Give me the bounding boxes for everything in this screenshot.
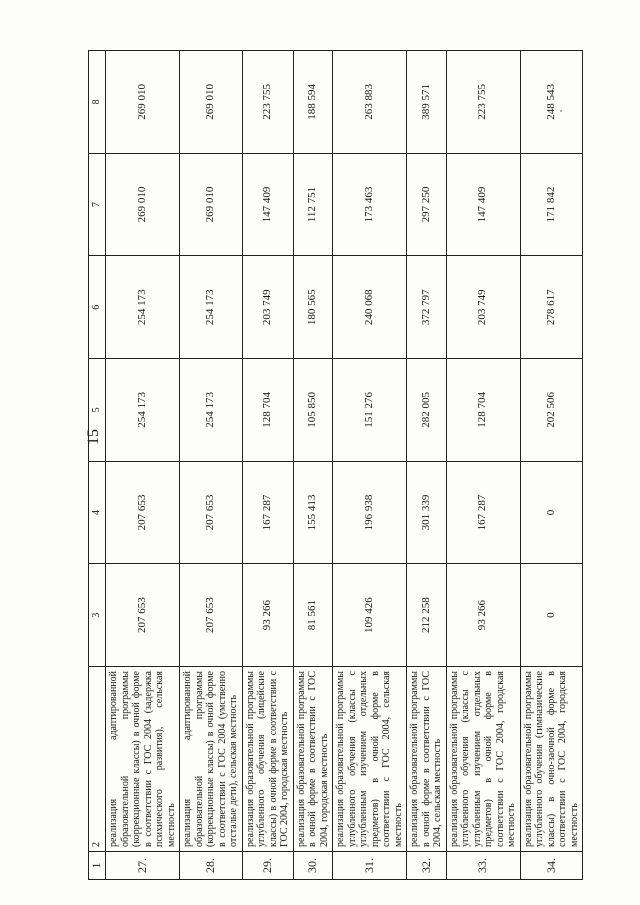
table-row — [333, 51, 407, 880]
value-col-4: 167 287 — [446, 461, 520, 564]
value-col-7: 171 842 — [520, 153, 583, 256]
tariff-table — [88, 50, 583, 880]
row-description: реализация адаптированной образовательной программы (коррекционные классы) в очной форме в соответствии с ГОС 2004 (задержка психического развития), сельская местность — [106, 667, 180, 852]
value-col-5: 254 173 — [106, 359, 180, 462]
table-row — [520, 51, 583, 880]
row-description: реализация образовательной программы в очной форме в соответствии с ГОС 2004, сельская местность — [407, 667, 447, 852]
row-description: реализация образовательной программы углубленного обучения (гимназические классы) в очно-заочной форме в соответствии с ГОС 2004, городская местность — [520, 667, 583, 852]
page-number: 15 — [85, 429, 102, 445]
row-description: реализация образовательной программы углубленного обучения (классы с углубленным изучением отдельных предметов) в очной форме в соответствии с ГОС 2004, городская местность — [446, 667, 520, 852]
value-col-5: 151 276 — [333, 359, 407, 462]
column-header-1: 1 — [89, 852, 106, 880]
value-col-4: 196 938 — [333, 461, 407, 564]
value-col-5: 128 704 — [446, 359, 520, 462]
row-description: реализация образовательной программы в очной форме в соответствии с ГОС 2004, городская местность — [293, 667, 333, 852]
column-header-7: 7 — [89, 153, 106, 256]
value-col-6: 180 565 — [293, 256, 333, 359]
row-number: 33. — [446, 852, 520, 880]
value-col-7: 269 010 — [180, 153, 243, 256]
value-col-7: 147 409 — [242, 153, 293, 256]
value-col-5: 202 506 — [520, 359, 583, 462]
value-col-5: 282 005 — [407, 359, 447, 462]
value-col-4: 207 653 — [180, 461, 243, 564]
value-col-6: 203 749 — [242, 256, 293, 359]
table-row — [446, 51, 520, 880]
column-header-8: 8 — [89, 51, 106, 154]
value-col-8: 263 883 — [333, 51, 407, 154]
rotated-table-container — [88, 50, 580, 880]
table-row — [106, 51, 180, 880]
value-col-3: 81 561 — [293, 564, 333, 667]
value-col-4: 0 — [520, 461, 583, 564]
value-col-4: 155 413 — [293, 461, 333, 564]
value-col-8: 188 594 — [293, 51, 333, 154]
value-col-8: 223 755 — [446, 51, 520, 154]
row-description: реализация образовательной программы углубленного обучения (классы с углубленным изучением отдельных предметов) в очной форме в соответствии с ГОС 2004, сельская местность — [333, 667, 407, 852]
row-number: 32. — [407, 852, 447, 880]
value-col-6: 278 617 — [520, 256, 583, 359]
column-number-row — [89, 51, 106, 880]
value-col-8: 269 010 — [106, 51, 180, 154]
row-number: 34. — [520, 852, 583, 880]
table-row — [293, 51, 333, 880]
value-col-3: 212 258 — [407, 564, 447, 667]
row-description: реализация адаптированной образовательной программы (коррекционные классы) в очной форме в соответствии с ГОС 2004 (умственно отсталые дети), сельская местность — [180, 667, 243, 852]
table-row — [242, 51, 293, 880]
value-col-4: 207 653 — [106, 461, 180, 564]
value-col-6: 254 173 — [180, 256, 243, 359]
value-col-7: 112 751 — [293, 153, 333, 256]
row-number: 29. — [242, 852, 293, 880]
value-col-8: 248 543 — [520, 51, 583, 154]
value-col-6: 240 068 — [333, 256, 407, 359]
value-col-5: 128 704 — [242, 359, 293, 462]
value-col-4: 301 339 — [407, 461, 447, 564]
table-row — [407, 51, 447, 880]
value-col-3: 93 266 — [446, 564, 520, 667]
value-col-7: 297 250 — [407, 153, 447, 256]
column-header-3: 3 — [89, 564, 106, 667]
value-col-5: 254 173 — [180, 359, 243, 462]
row-number: 28. — [180, 852, 243, 880]
value-col-3: 109 426 — [333, 564, 407, 667]
row-number: 31. — [333, 852, 407, 880]
value-col-6: 254 173 — [106, 256, 180, 359]
value-col-7: 269 010 — [106, 153, 180, 256]
value-col-6: 372 797 — [407, 256, 447, 359]
row-number: 30. — [293, 852, 333, 880]
value-col-3: 93 266 — [242, 564, 293, 667]
value-col-8: 223 755 — [242, 51, 293, 154]
row-number: 27. — [106, 852, 180, 880]
value-col-7: 147 409 — [446, 153, 520, 256]
table-row — [180, 51, 243, 880]
value-col-6: 203 749 — [446, 256, 520, 359]
column-header-2: 2 — [89, 667, 106, 852]
value-col-4: 167 287 — [242, 461, 293, 564]
value-col-7: 173 463 — [333, 153, 407, 256]
value-col-3: 207 653 — [106, 564, 180, 667]
row-description: реализация образовательной программы углубленного обучения (лицейские классы) в очной форме в соответствии с ГОС 2004, городская местность — [242, 667, 293, 852]
value-col-3: 207 653 — [180, 564, 243, 667]
value-col-5: 105 850 — [293, 359, 333, 462]
column-header-5: 5 — [89, 359, 106, 462]
value-col-8: 269 010 — [180, 51, 243, 154]
value-col-3: 0 — [520, 564, 583, 667]
column-header-4: 4 — [89, 461, 106, 564]
value-col-8: 389 571 — [407, 51, 447, 154]
column-header-6: 6 — [89, 256, 106, 359]
